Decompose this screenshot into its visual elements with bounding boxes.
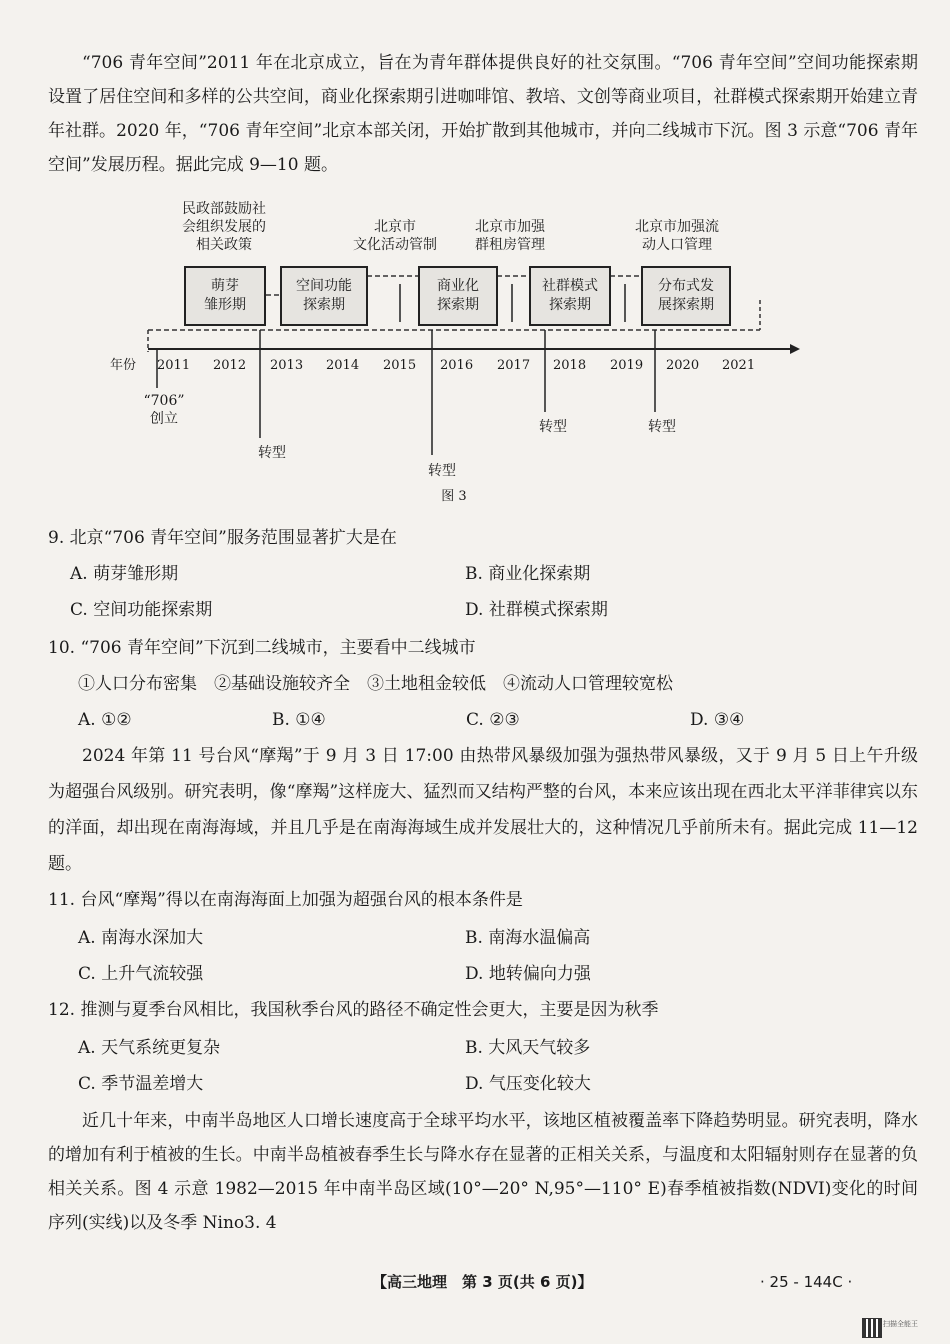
q12-option-a[interactable]: A. 天气系统更复杂	[78, 1038, 221, 1058]
year-tick: 2019	[610, 358, 644, 373]
year-tick: 2014	[326, 358, 360, 373]
q10-option-a[interactable]: A. ①②	[78, 710, 132, 730]
policy-label-4: 北京市加强流 动人口管理	[635, 219, 719, 253]
q9-option-d[interactable]: D. 社群模式探索期	[465, 600, 608, 620]
q12-option-c[interactable]: C. 季节温差增大	[78, 1074, 204, 1094]
stage-box-distributed: 分布式发 展探索期	[641, 266, 731, 326]
q11-option-d[interactable]: D. 地转偏向力强	[465, 964, 591, 984]
q11-option-c[interactable]: C. 上升气流较强	[78, 964, 204, 984]
policy-label-3: 北京市加强 群租房管理	[475, 219, 545, 253]
transition-label: 转型	[648, 419, 676, 435]
q9-option-a[interactable]: A. 萌芽雏形期	[70, 564, 179, 584]
q10-option-b[interactable]: B. ①④	[272, 710, 326, 730]
q9-option-c[interactable]: C. 空间功能探索期	[70, 600, 213, 620]
year-tick: 2016	[440, 358, 474, 373]
founded-label: “706” 创立	[143, 393, 185, 427]
axis-arrow	[790, 344, 800, 354]
q12-option-b[interactable]: B. 大风天气较多	[465, 1038, 591, 1058]
year-tick: 2017	[497, 358, 531, 373]
year-tick: 2018	[553, 358, 587, 373]
intro-706-paragraph: “706 青年空间”2011 年在北京成立，旨在为青年群体提供良好的社交氛围。“706 青年空间”空间功能探索期设置了居住空间和多样的公共空间，商业化探索期引进咖啡馆、教培、文创等商业项目，社群模式探索期开始建立青年社群。2020 年，“706 青年空间”北京本部关闭，开始扩散到其他城市，并向二线城市下沉。图 3 示意“706 青年空间”发展历程。据此完成 9—10 题。	[48, 53, 918, 175]
question-9-stem: 9. 北京“706 青年空间”服务范围显著扩大是在	[48, 528, 397, 548]
q10-option-c[interactable]: C. ②③	[466, 710, 520, 730]
scanner-brand: 扫描全能王	[883, 1320, 918, 1328]
qr-code-icon	[862, 1318, 882, 1338]
figure-caption: 图 3	[441, 489, 467, 504]
transition-label: 转型	[428, 463, 456, 479]
q12-option-d[interactable]: D. 气压变化较大	[465, 1074, 591, 1094]
q11-option-a[interactable]: A. 南海水深加大	[78, 928, 204, 948]
year-tick: 2013	[270, 358, 304, 373]
year-tick: 2021	[722, 358, 756, 373]
timeline-diagram	[0, 0, 950, 520]
intro-ndvi-paragraph: 近几十年来，中南半岛地区人口增长速度高于全球平均水平，该地区植被覆盖率下降趋势明显。研究表明，降水的增加有利于植被的生长。中南半岛植被春季生长与降水存在显著的正相关关系，与温度和太阳辐射则存在显著的负相关关系。图 4 示意 1982—2015 年中南半岛区域(10°—20° N,95°—110° E)春季植被指数(NDVI)变化的时间序列(实线)以及冬季 Nino3. 4	[48, 1111, 918, 1233]
stage-box-community: 社群模式 探索期	[529, 266, 611, 326]
question-12-stem: 12. 推测与夏季台风相比，我国秋季台风的路径不确定性会更大，主要是因为秋季	[48, 1000, 659, 1020]
q11-option-b[interactable]: B. 南海水温偏高	[465, 928, 591, 948]
transition-label: 转型	[258, 445, 286, 461]
intro-typhoon-paragraph: 2024 年第 11 号台风“摩羯”于 9 月 3 日 17:00 由热带风暴级加强为强热带风暴级，又于 9 月 5 日上午升级为超强台风级别。研究表明，像“摩羯”这样庞大、猛烈而又结构严整的台风，本来应该出现在西北太平洋菲律宾以东的洋面，却出现在南海海域，并且几乎是在南海海域生成并发展壮大的，这种情况几乎前所未有。据此完成 11—12 题。	[48, 746, 918, 874]
year-tick: 2011	[157, 358, 191, 373]
page-footer-code: · 25 - 144C ·	[760, 1273, 853, 1291]
axis-label: 年份	[110, 358, 137, 373]
page-footer-title: 【高三地理 第 3 页(共 6 页)】	[372, 1273, 593, 1291]
year-tick: 2012	[213, 358, 247, 373]
question-11-stem: 11. 台风“摩羯”得以在南海海面上加强为超强台风的根本条件是	[48, 890, 523, 910]
year-tick: 2015	[383, 358, 417, 373]
question-10-stem: 10. “706 青年空间”下沉到二线城市，主要看中二线城市	[48, 638, 476, 658]
q9-option-b[interactable]: B. 商业化探索期	[465, 564, 591, 584]
policy-label-1: 民政部鼓励社 会组织发展的 相关政策	[182, 201, 266, 253]
policy-label-2: 北京市 文化活动管制	[353, 219, 437, 253]
transition-label: 转型	[539, 419, 567, 435]
stage-box-commercial: 商业化 探索期	[418, 266, 498, 326]
stage-box-sprout: 萌芽 雏形期	[184, 266, 266, 326]
year-tick: 2020	[666, 358, 700, 373]
q10-items: ①人口分布密集 ②基础设施较齐全 ③土地租金较低 ④流动人口管理较宽松	[78, 674, 673, 694]
q10-option-d[interactable]: D. ③④	[690, 710, 745, 730]
stage-box-space-function: 空间功能 探索期	[280, 266, 368, 326]
